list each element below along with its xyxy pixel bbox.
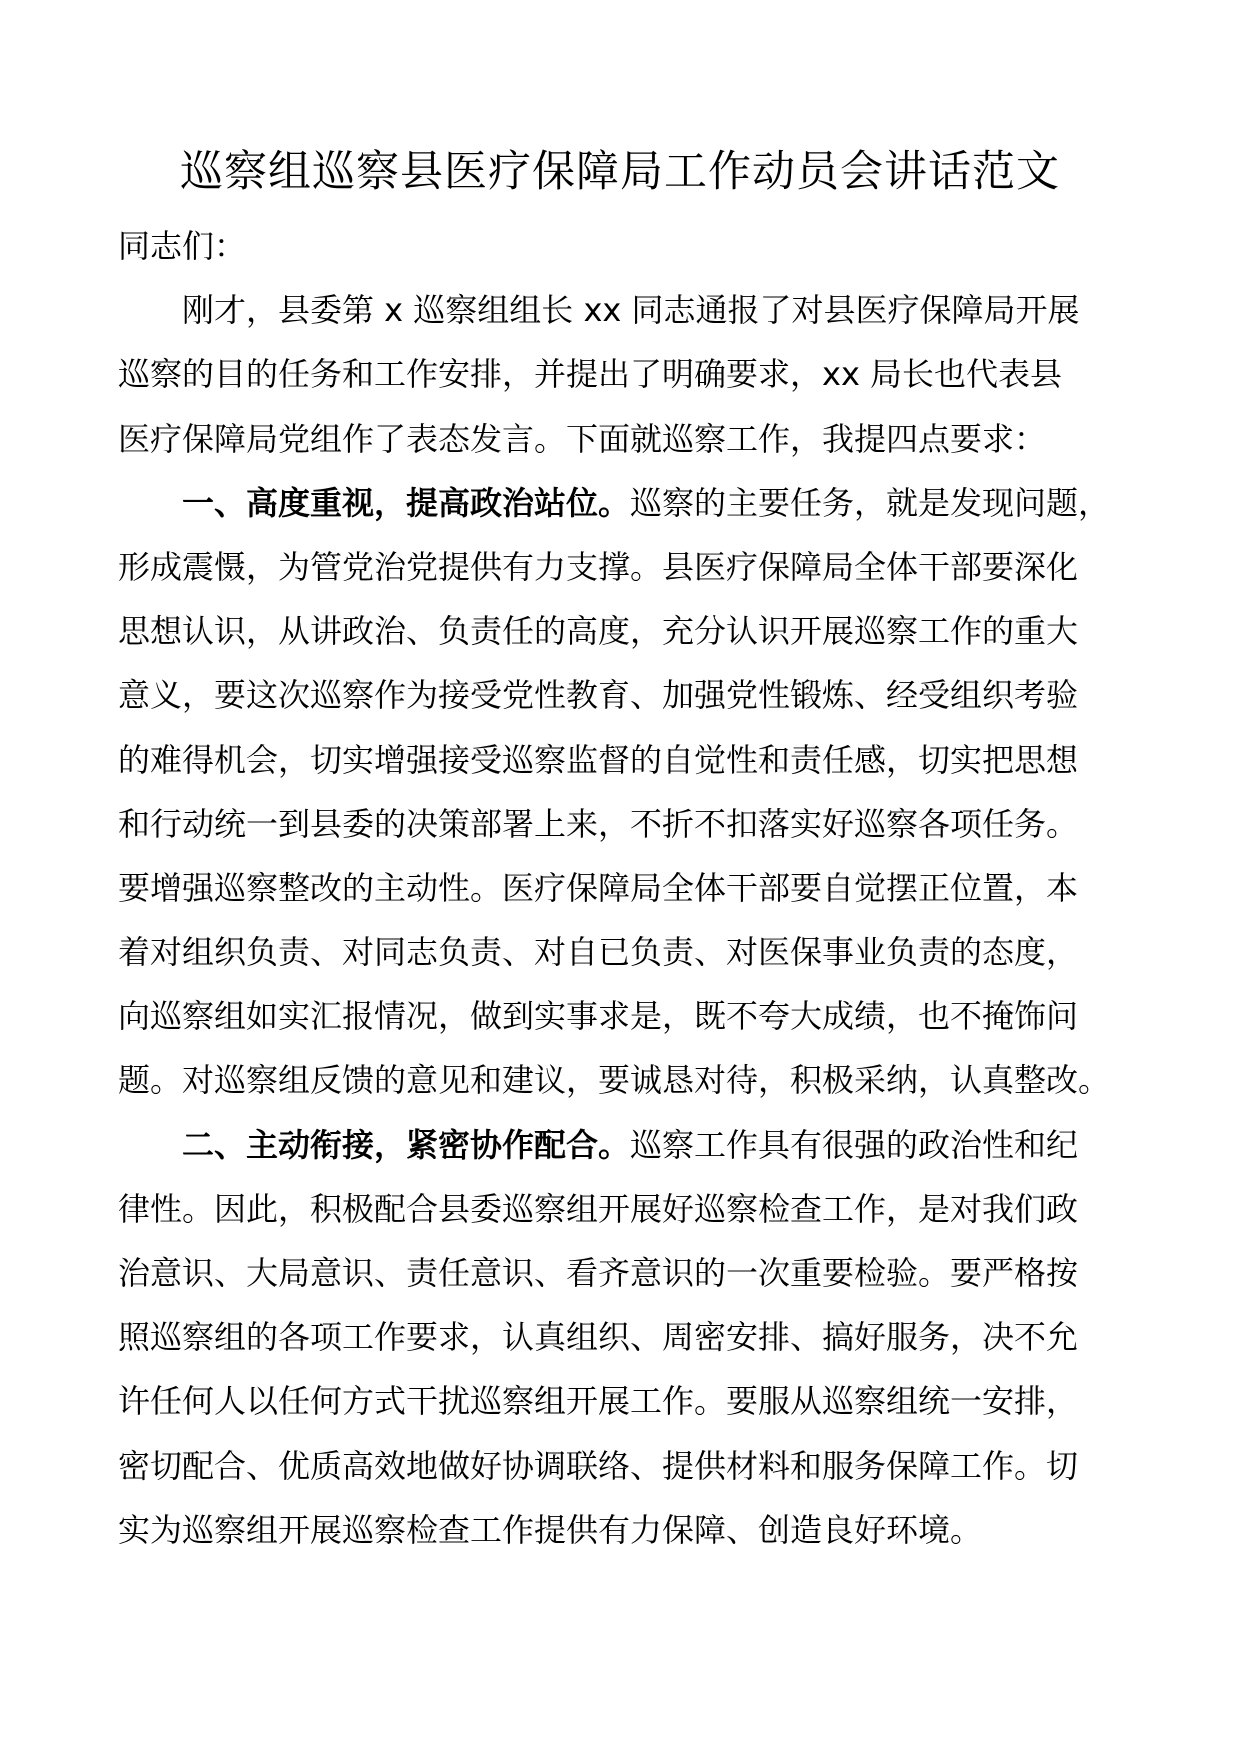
document-body [118, 214, 1128, 1562]
paragraph-line: 治意识、大局意识、责任意识、看齐意识的一次重要检验。要严格按 [118, 1254, 1079, 1292]
section-first-line [118, 1113, 1128, 1177]
paragraph-line: 实为巡察组开展巡察检查工作提供有力保障、创造良好环境。 [118, 1510, 983, 1549]
paragraph-line: 题。对巡察组反馈的意见和建议，要诚恳对待，积极采纳，认真整改。 [118, 1061, 1111, 1100]
paragraph-line: 着对组织负责、对同志负责、对自已负责、对医保事业负责的态度， [118, 933, 1079, 972]
paragraph-line: 巡察的目的任务和工作安排，并提出了明确要求，xx 局长也代表县 [118, 355, 1063, 394]
paragraph-line: 照巡察组的各项工作要求，认真组织、周密安排、搞好服务，决不允 [118, 1318, 1079, 1357]
paragraph-line: 形成震慑，为管党治党提供有力支撑。县医疗保障局全体干部要深化 [118, 547, 1079, 586]
paragraph-line: 的难得机会，切实增强接受巡察监督的自觉性和责任感，切实把思想 [118, 740, 1079, 779]
paragraph-line: 要增强巡察整改的主动性。医疗保障局全体干部要自觉摆正位置，本 [118, 868, 1079, 907]
document-title: 巡察组巡察县医疗保障局工作动员会讲话范文 [180, 147, 1060, 197]
paragraph-line: 向巡察组如实汇报情况，做到实事求是，既不夸大成绩，也不掩饰问 [118, 997, 1079, 1036]
section-heading-2: 二、主动衔接，紧密协作配合。 [182, 1125, 631, 1164]
salutation: 同志们： [118, 227, 247, 265]
paragraph-line: 密切配合、优质高效地做好协调联络、提供材料和服务保障工作。切 [118, 1446, 1079, 1485]
section-heading-1: 一、高度重视，提高政治站位。 [182, 483, 631, 522]
paragraph-line: 律性。因此，积极配合县委巡察组开展好巡察检查工作，是对我们政 [118, 1189, 1079, 1228]
paragraph-line: 许任何人以任何方式干扰巡察组开展工作。要服从巡察组统一安排， [118, 1382, 1079, 1421]
paragraph-line: 意义，要这次巡察作为接受党性教育、加强党性锻炼、经受组织考验 [118, 676, 1079, 715]
section-text: 巡察工作具有很强的政治性和纪 [630, 1125, 1079, 1164]
section-text: 巡察的主要任务，就是发现问题， [630, 483, 1111, 522]
paragraph-line: 思想认识，从讲政治、负责任的高度，充分认识开展巡察工作的重大 [118, 612, 1079, 651]
paragraph-line: 刚才，县委第 x 巡察组组长 xx 同志通报了对县医疗保障局开展 [182, 291, 1080, 330]
paragraph-line: 和行动统一到县委的决策部署上来，不折不扣落实好巡察各项任务。 [118, 804, 1079, 843]
section-first-line [118, 471, 1128, 535]
paragraph-line: 医疗保障局党组作了表态发言。下面就巡察工作，我提四点要求： [118, 419, 1047, 458]
